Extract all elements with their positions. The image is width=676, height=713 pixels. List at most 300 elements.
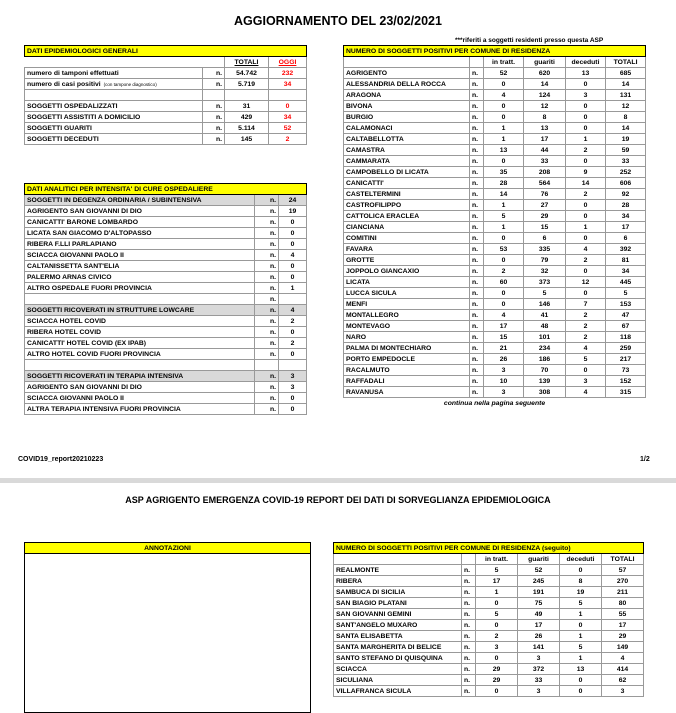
municipality-unit: n. — [470, 101, 484, 112]
care-value: 0 — [279, 327, 307, 338]
municipality-unit: n. — [470, 354, 484, 365]
care-row — [25, 305, 307, 316]
municipality-header-continued: NUMERO DI SOGGETTI POSITIVI PER COMUNE DI RESIDENZA (seguito) — [334, 543, 644, 554]
deceduti-value: 19 — [560, 587, 602, 598]
deceduti-value: 4 — [566, 343, 606, 354]
epi-label-text: numero di tamponi effettuati — [27, 69, 119, 77]
care-unit: n. — [255, 272, 279, 283]
care-label: SCIACCA GIOVANNI PAOLO II — [25, 250, 255, 261]
municipality-name: CANICATTI' — [344, 178, 470, 189]
epi-label — [25, 90, 203, 101]
municipality-name: RIBERA — [334, 576, 462, 587]
municipality-unit: n. — [470, 68, 484, 79]
care-label: CALTANISSETTA SANT'ELIA — [25, 261, 255, 272]
totali-value: 14 — [606, 79, 646, 90]
municipality-name: SANTA MARGHERITA DI BELICE — [334, 642, 462, 653]
care-value: 0 — [279, 239, 307, 250]
in-trattamento-value: 0 — [476, 598, 518, 609]
care-row — [25, 327, 307, 338]
in-trattamento-value: 0 — [484, 255, 524, 266]
municipality-unit: n. — [470, 365, 484, 376]
col-in-trattamento: in tratt. — [484, 57, 524, 68]
in-trattamento-value: 13 — [484, 145, 524, 156]
guariti-value: 33 — [524, 156, 566, 167]
municipality-row — [344, 321, 646, 332]
care-value — [279, 294, 307, 305]
municipality-row — [334, 686, 644, 697]
municipality-row — [344, 332, 646, 343]
care-value: 0 — [279, 393, 307, 404]
col-in-trattamento: in tratt. — [476, 554, 518, 565]
municipality-name: SANTA ELISABETTA — [334, 631, 462, 642]
municipality-unit: n. — [470, 376, 484, 387]
care-unit: n. — [255, 261, 279, 272]
municipality-name: SCIACCA — [334, 664, 462, 675]
deceduti-value: 0 — [560, 686, 602, 697]
in-trattamento-value: 28 — [484, 178, 524, 189]
municipality-row — [344, 266, 646, 277]
care-label: RIBERA HOTEL COVID — [25, 327, 255, 338]
in-trattamento-value: 17 — [476, 576, 518, 587]
col-totali: TOTALI — [606, 57, 646, 68]
deceduti-value: 0 — [566, 79, 606, 90]
municipality-row — [334, 631, 644, 642]
totali-value: 315 — [606, 387, 646, 398]
deceduti-value: 4 — [566, 244, 606, 255]
care-value: 3 — [279, 382, 307, 393]
municipality-unit: n. — [470, 123, 484, 134]
municipality-unit: n. — [470, 299, 484, 310]
care-row — [25, 294, 307, 305]
care-row — [25, 250, 307, 261]
care-row — [25, 261, 307, 272]
municipality-unit: n. — [470, 156, 484, 167]
municipality-row — [344, 134, 646, 145]
epi-today: 232 — [269, 68, 307, 79]
totali-value: 685 — [606, 68, 646, 79]
guariti-value: 564 — [524, 178, 566, 189]
guariti-value: 32 — [524, 266, 566, 277]
epi-label-text: SOGGETTI DECEDUTI — [27, 135, 99, 143]
epi-today: 34 — [269, 79, 307, 90]
page-number: 1/2 — [640, 456, 650, 463]
guariti-value: 14 — [524, 79, 566, 90]
deceduti-value: 0 — [566, 101, 606, 112]
municipality-unit: n. — [470, 266, 484, 277]
epi-unit — [203, 90, 225, 101]
municipality-row — [344, 101, 646, 112]
municipality-unit: n. — [470, 222, 484, 233]
totali-value: 29 — [602, 631, 644, 642]
deceduti-value: 0 — [560, 675, 602, 686]
totali-value: 81 — [606, 255, 646, 266]
municipality-row — [344, 200, 646, 211]
care-value: 2 — [279, 338, 307, 349]
care-unit: n. — [255, 217, 279, 228]
deceduti-value: 13 — [560, 664, 602, 675]
care-label: PALERMO ARNAS CIVICO — [25, 272, 255, 283]
col-deceduti: deceduti — [560, 554, 602, 565]
in-trattamento-value: 14 — [484, 189, 524, 200]
municipality-row — [334, 620, 644, 631]
municipality-unit: n. — [470, 189, 484, 200]
deceduti-value: 0 — [560, 565, 602, 576]
municipality-row — [334, 664, 644, 675]
epi-label — [25, 123, 203, 134]
in-trattamento-value: 0 — [476, 620, 518, 631]
totali-value: 5 — [606, 288, 646, 299]
guariti-value: 373 — [524, 277, 566, 288]
municipality-name: CALAMONACI — [344, 123, 470, 134]
municipality-unit: n. — [462, 664, 476, 675]
deceduti-value: 2 — [566, 145, 606, 156]
municipality-name: JOPPOLO GIANCAXIO — [344, 266, 470, 277]
epi-label-text: numero di casi positivi — [27, 80, 101, 88]
continua-note: continua nella pagina seguente — [443, 399, 546, 407]
municipality-unit: n. — [470, 387, 484, 398]
municipality-unit: n. — [470, 332, 484, 343]
totali-value: 211 — [602, 587, 644, 598]
deceduti-value: 8 — [560, 576, 602, 587]
deceduti-value: 1 — [560, 653, 602, 664]
municipality-name: SANTO STEFANO DI QUISQUINA — [334, 653, 462, 664]
municipality-row — [344, 288, 646, 299]
epi-unit: n. — [203, 101, 225, 112]
in-trattamento-value: 0 — [476, 686, 518, 697]
epi-total: 31 — [225, 101, 269, 112]
guariti-value: 3 — [518, 686, 560, 697]
annotations-header: ANNOTAZIONI — [25, 543, 311, 554]
care-value: 4 — [279, 305, 307, 316]
municipality-name: COMITINI — [344, 233, 470, 244]
totali-value: 12 — [606, 101, 646, 112]
care-label: ALTRO HOTEL COVID FUORI PROVINCIA — [25, 349, 255, 360]
care-value: 19 — [279, 206, 307, 217]
in-trattamento-value: 60 — [484, 277, 524, 288]
totali-value: 4 — [602, 653, 644, 664]
totali-value: 17 — [606, 222, 646, 233]
care-row — [25, 338, 307, 349]
municipality-name: CIANCIANA — [344, 222, 470, 233]
report-page-2 — [0, 483, 676, 711]
totali-value: 6 — [606, 233, 646, 244]
municipality-header: NUMERO DI SOGGETTI POSITIVI PER COMUNE DI RESIDENZA — [344, 46, 646, 57]
totali-value: 259 — [606, 343, 646, 354]
guariti-value: 76 — [524, 189, 566, 200]
care-row — [25, 217, 307, 228]
guariti-value: 17 — [524, 134, 566, 145]
totali-value: 14 — [606, 123, 646, 134]
epi-total: 54.742 — [225, 68, 269, 79]
deceduti-value: 5 — [566, 354, 606, 365]
in-trattamento-value: 17 — [484, 321, 524, 332]
municipality-name: VILLAFRANCA SICULA — [334, 686, 462, 697]
totali-value: 217 — [606, 354, 646, 365]
deceduti-value: 1 — [560, 631, 602, 642]
municipality-row — [344, 211, 646, 222]
municipality-name: CAMPOBELLO DI LICATA — [344, 167, 470, 178]
in-trattamento-value: 1 — [484, 123, 524, 134]
in-trattamento-value: 4 — [484, 90, 524, 101]
deceduti-value: 0 — [560, 620, 602, 631]
in-trattamento-value: 1 — [484, 200, 524, 211]
in-trattamento-value: 15 — [484, 332, 524, 343]
municipality-unit: n. — [470, 244, 484, 255]
municipality-table — [343, 45, 646, 409]
epi-row — [25, 123, 307, 134]
col-totali: TOTALI — [225, 57, 269, 68]
epi-label — [25, 79, 203, 90]
in-trattamento-value: 5 — [484, 211, 524, 222]
epi-unit: n. — [203, 68, 225, 79]
guariti-value: 308 — [524, 387, 566, 398]
epi-row — [25, 101, 307, 112]
epi-label-text: SOGGETTI OSPEDALIZZATI — [27, 102, 118, 110]
deceduti-value: 5 — [560, 598, 602, 609]
municipality-name: CATTOLICA ERACLEA — [344, 211, 470, 222]
guariti-value: 49 — [518, 609, 560, 620]
care-row — [25, 349, 307, 360]
epi-today: 52 — [269, 123, 307, 134]
totali-value: 19 — [606, 134, 646, 145]
care-row — [25, 404, 307, 415]
municipality-unit: n. — [470, 178, 484, 189]
municipality-row — [344, 255, 646, 266]
col-oggi: OGGI — [269, 57, 307, 68]
in-trattamento-value: 0 — [484, 156, 524, 167]
guariti-value: 48 — [524, 321, 566, 332]
care-unit: n. — [255, 382, 279, 393]
care-value — [279, 360, 307, 371]
municipality-row — [344, 277, 646, 288]
deceduti-value: 1 — [566, 222, 606, 233]
deceduti-value: 1 — [560, 609, 602, 620]
epi-row — [25, 68, 307, 79]
deceduti-value: 0 — [566, 200, 606, 211]
epi-today: 2 — [269, 134, 307, 145]
totali-value: 73 — [606, 365, 646, 376]
col-guariti: guariti — [518, 554, 560, 565]
care-value: 2 — [279, 316, 307, 327]
municipality-name: REALMONTE — [334, 565, 462, 576]
municipality-name: BURGIO — [344, 112, 470, 123]
care-unit: n. — [255, 338, 279, 349]
deceduti-value: 4 — [566, 387, 606, 398]
deceduti-value: 13 — [566, 68, 606, 79]
in-trattamento-value: 0 — [484, 79, 524, 90]
municipality-name: LUCCA SICULA — [344, 288, 470, 299]
municipality-row — [334, 675, 644, 686]
epi-total: 5.114 — [225, 123, 269, 134]
guariti-value: 139 — [524, 376, 566, 387]
care-label: ALTRA TERAPIA INTENSIVA FUORI PROVINCIA — [25, 404, 255, 415]
in-trattamento-value: 0 — [484, 101, 524, 112]
municipality-name: MENFI — [344, 299, 470, 310]
report-title: ASP AGRIGENTO EMERGENZA COVID-19 REPORT DEI DATI DI SORVEGLIANZA EPIDEMIOLOGICA — [125, 495, 551, 505]
care-value: 0 — [279, 217, 307, 228]
totali-value: 153 — [606, 299, 646, 310]
guariti-value: 41 — [524, 310, 566, 321]
municipality-row — [344, 79, 646, 90]
deceduti-value: 9 — [566, 167, 606, 178]
in-trattamento-value: 1 — [484, 134, 524, 145]
guariti-value: 620 — [524, 68, 566, 79]
in-trattamento-value: 0 — [476, 653, 518, 664]
guariti-value: 101 — [524, 332, 566, 343]
guariti-value: 70 — [524, 365, 566, 376]
deceduti-value: 0 — [566, 266, 606, 277]
guariti-value: 124 — [524, 90, 566, 101]
municipality-name: RACALMUTO — [344, 365, 470, 376]
annotations-box — [24, 553, 311, 713]
municipality-name: MONTALLEGRO — [344, 310, 470, 321]
guariti-value: 79 — [524, 255, 566, 266]
municipality-unit: n. — [462, 620, 476, 631]
care-row — [25, 206, 307, 217]
care-value: 24 — [279, 195, 307, 206]
municipality-row — [344, 387, 646, 398]
municipality-name: PALMA DI MONTECHIARO — [344, 343, 470, 354]
municipality-unit: n. — [470, 134, 484, 145]
care-label: SOGGETTI IN DEGENZA ORDINARIA / SUBINTENSIVA — [25, 195, 255, 206]
epi-total: 5.719 — [225, 79, 269, 90]
municipality-name: RAFFADALI — [344, 376, 470, 387]
care-value: 0 — [279, 228, 307, 239]
totali-value: 62 — [602, 675, 644, 686]
municipality-unit: n. — [470, 79, 484, 90]
deceduti-value: 2 — [566, 189, 606, 200]
municipality-row — [344, 343, 646, 354]
deceduti-value: 2 — [566, 255, 606, 266]
col-deceduti: deceduti — [566, 57, 606, 68]
epi-today: 0 — [269, 101, 307, 112]
totali-value: 252 — [606, 167, 646, 178]
care-value: 0 — [279, 404, 307, 415]
municipality-name: BIVONA — [344, 101, 470, 112]
in-trattamento-value: 3 — [476, 642, 518, 653]
municipality-name: GROTTE — [344, 255, 470, 266]
care-value: 1 — [279, 283, 307, 294]
care-unit: n. — [255, 294, 279, 305]
totali-value: 59 — [606, 145, 646, 156]
in-trattamento-value: 10 — [484, 376, 524, 387]
care-row — [25, 283, 307, 294]
in-trattamento-value: 0 — [484, 112, 524, 123]
in-trattamento-value: 26 — [484, 354, 524, 365]
guariti-value: 335 — [524, 244, 566, 255]
care-value: 4 — [279, 250, 307, 261]
care-unit: n. — [255, 283, 279, 294]
care-unit: n. — [255, 195, 279, 206]
care-unit: n. — [255, 349, 279, 360]
municipality-table-continued — [333, 542, 644, 697]
care-row — [25, 195, 307, 206]
guariti-value: 5 — [524, 288, 566, 299]
in-trattamento-value: 53 — [484, 244, 524, 255]
guariti-value: 33 — [518, 675, 560, 686]
epi-total: 145 — [225, 134, 269, 145]
guariti-value: 29 — [524, 211, 566, 222]
care-unit — [255, 360, 279, 371]
epi-unit: n. — [203, 112, 225, 123]
care-unit: n. — [255, 327, 279, 338]
totali-value: 152 — [606, 376, 646, 387]
care-row — [25, 228, 307, 239]
municipality-row — [334, 653, 644, 664]
municipality-name: ALESSANDRIA DELLA ROCCA — [344, 79, 470, 90]
totali-value: 92 — [606, 189, 646, 200]
municipality-unit: n. — [470, 145, 484, 156]
municipality-name: FAVARA — [344, 244, 470, 255]
in-trattamento-value: 0 — [484, 233, 524, 244]
totali-value: 606 — [606, 178, 646, 189]
in-trattamento-value: 0 — [484, 299, 524, 310]
care-row — [25, 316, 307, 327]
care-row — [25, 382, 307, 393]
municipality-unit: n. — [470, 277, 484, 288]
epi-unit: n. — [203, 79, 225, 90]
totali-value: 28 — [606, 200, 646, 211]
care-unit: n. — [255, 393, 279, 404]
guariti-value: 27 — [524, 200, 566, 211]
municipality-unit: n. — [462, 686, 476, 697]
guariti-value: 141 — [518, 642, 560, 653]
care-label: ALTRO OSPEDALE FUORI PROVINCIA — [25, 283, 255, 294]
epi-label — [25, 112, 203, 123]
municipality-row — [344, 90, 646, 101]
guariti-value: 6 — [524, 233, 566, 244]
municipality-row — [344, 145, 646, 156]
municipality-name: LICATA — [344, 277, 470, 288]
totali-value: 392 — [606, 244, 646, 255]
col-totali: TOTALI — [602, 554, 644, 565]
deceduti-value: 0 — [566, 211, 606, 222]
municipality-unit: n. — [470, 255, 484, 266]
municipality-name: AGRIGENTO — [344, 68, 470, 79]
totali-value: 414 — [602, 664, 644, 675]
in-trattamento-value: 29 — [476, 675, 518, 686]
care-label: SOGGETTI RICOVERATI IN STRUTTURE LOWCARE — [25, 305, 255, 316]
municipality-name: MONTEVAGO — [344, 321, 470, 332]
municipality-unit: n. — [470, 310, 484, 321]
care-unit: n. — [255, 316, 279, 327]
municipality-row — [334, 609, 644, 620]
in-trattamento-value: 35 — [484, 167, 524, 178]
municipality-unit: n. — [470, 288, 484, 299]
municipality-name: SAN BIAGIO PLATANI — [334, 598, 462, 609]
municipality-unit: n. — [462, 675, 476, 686]
care-value: 3 — [279, 371, 307, 382]
municipality-unit: n. — [470, 233, 484, 244]
municipality-name: NARO — [344, 332, 470, 343]
care-label: SOGGETTI RICOVERATI IN TERAPIA INTENSIVA — [25, 371, 255, 382]
totali-value: 3 — [602, 686, 644, 697]
page-title: AGGIORNAMENTO DEL 23/02/2021 — [234, 14, 442, 28]
epi-row — [25, 90, 307, 101]
deceduti-value: 12 — [566, 277, 606, 288]
col-guariti: guariti — [524, 57, 566, 68]
guariti-value: 146 — [524, 299, 566, 310]
hospital-care-table — [24, 183, 307, 415]
epi-label-sub: (con tampone diagnostico) — [103, 81, 157, 87]
guariti-value: 208 — [524, 167, 566, 178]
municipality-row — [334, 598, 644, 609]
municipality-name: SAMBUCA DI SICILIA — [334, 587, 462, 598]
municipality-row — [334, 642, 644, 653]
deceduti-value: 0 — [566, 123, 606, 134]
municipality-unit: n. — [470, 200, 484, 211]
municipality-row — [334, 587, 644, 598]
